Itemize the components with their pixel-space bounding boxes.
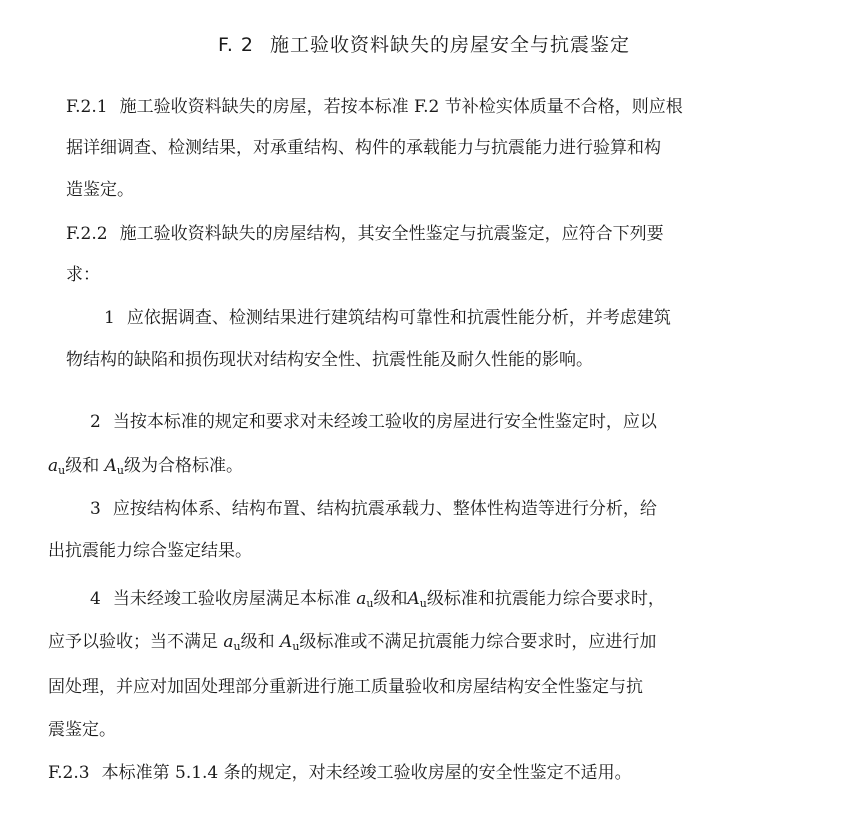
clause-f23-number: F.2.3: [48, 763, 90, 783]
clause-f21-line-3: 造鉴定。: [66, 180, 134, 200]
item-2-text-1: 当按本标准的规定和要求对未经竣工验收的房屋进行安全性鉴定时，应以: [112, 412, 657, 432]
item-3-text-1: 应按结构体系、结构布置、结构抗震承载力、整体性构造等进行分析，给: [112, 499, 657, 519]
grade-A-symbol: $A_u$: [407, 589, 427, 610]
clause-f22-number: F.2.2: [66, 224, 108, 244]
item-1-line-2: 物结构的缺陷和损伤现状对结构安全性、抗震性能及耐久性能的影响。: [66, 350, 593, 370]
clause-f22-line-2: 求：: [66, 265, 100, 285]
section-title-text: 施工验收资料缺失的房屋安全与抗震鉴定: [270, 34, 631, 56]
item-2-text-a: 级和: [65, 456, 100, 476]
item-2-number: 2: [90, 412, 101, 432]
item-2-line-2: [48, 454, 243, 483]
item-4-number: 4: [90, 589, 101, 609]
clause-f22-text-1: 施工验收资料缺失的房屋结构，其安全性鉴定与抗震鉴定，应符合下列要: [119, 224, 664, 244]
clause-f21-text-1: 施工验收资料缺失的房屋，若按本标准 F.2 节补检实体质量不合格，则应根: [119, 97, 683, 117]
clause-f21-number: F.2.1: [66, 97, 108, 117]
item-4-line-2: 应予以验收；当不满足 $a_u$级和 $A_u$级标准或不满足抗震能力综合要求时，应进行加: [48, 632, 657, 653]
item-3-number: 3: [90, 499, 101, 519]
clause-f22-line-1: [66, 222, 664, 246]
grade-a-symbol: $a_u$: [223, 632, 241, 653]
grade-a-symbol: $a_u$: [356, 589, 374, 610]
clause-f23-line-1: [48, 761, 632, 785]
grade-A-symbol: $A_u$: [280, 632, 300, 653]
item-3-line-1: [90, 497, 657, 521]
clause-f23-text-1: 本标准第 5.1.4 条的规定，对未经竣工验收房屋的安全性鉴定不适用。: [101, 763, 632, 783]
item-1-line-1: [104, 306, 671, 330]
clause-f21-line-1: [66, 95, 683, 119]
clause-f21-line-2: 据详细调查、检测结果，对承重结构、构件的承载能力与抗震能力进行验算和构: [66, 138, 661, 158]
item-2-text-b: 级为合格标准。: [124, 456, 244, 476]
item-1-number: 1: [104, 308, 115, 328]
item-1-text-1: 应依据调查、检测结果进行建筑结构可靠性和抗震性能分析，并考虑建筑: [126, 308, 671, 328]
section-title: [0, 30, 848, 60]
item-4-line-3: 固处理，并应对加固处理部分重新进行施工质量验收和房屋结构安全性鉴定与抗: [48, 677, 643, 697]
grade-a-symbol: $a_u$: [48, 456, 66, 477]
section-number: F. 2: [217, 34, 255, 56]
item-4-line-4: 震鉴定。: [48, 720, 116, 740]
item-4-line-1: 4 当未经竣工验收房屋满足本标准 $a_u$级和$A_u$级标准和抗震能力综合要求时，: [90, 589, 665, 610]
grade-A-symbol: $A_u$: [104, 456, 125, 477]
item-2-line-1: [90, 410, 657, 434]
item-3-line-2: 出抗震能力综合鉴定结果。: [48, 541, 252, 561]
